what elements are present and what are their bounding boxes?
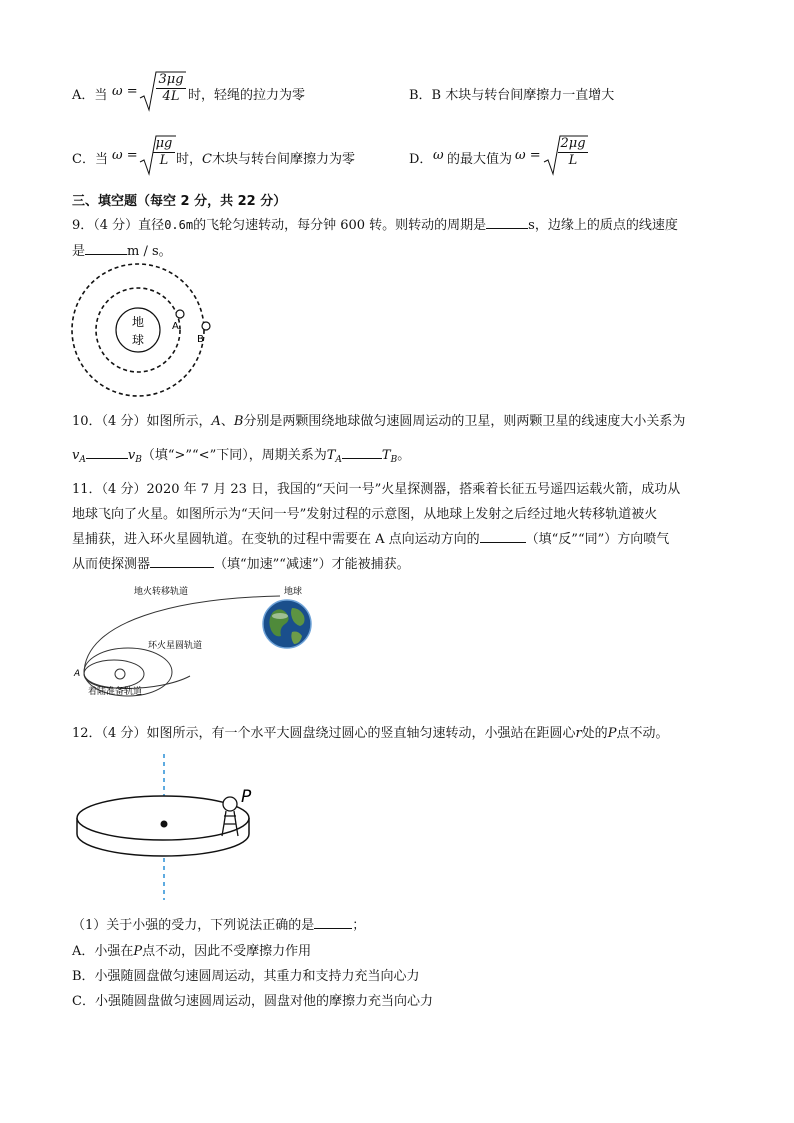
- q9-text-e: 是: [72, 244, 86, 259]
- q10-text-c: 、: [220, 414, 234, 429]
- rotating-disk-figure: [74, 752, 264, 902]
- transfer-orbit: [84, 596, 280, 674]
- q11-line2: 地球飞向了火星。如图所示为“天问一号”发射过程的示意图，从地球上发射之后经过地火转移轨道被火: [72, 507, 658, 522]
- q12-var-p: P: [607, 726, 617, 741]
- q10-v-b-sub: B: [135, 455, 142, 465]
- q10-var-b: B: [233, 414, 244, 429]
- option-d-denominator: L: [568, 153, 578, 168]
- q12-1-stem-text: （1）关于小强的受力，下列说法正确的是: [72, 918, 315, 933]
- q10-text-a: 10．（4 分）如图所示，: [72, 414, 212, 429]
- landing-label: 着陆准备轨道: [88, 687, 143, 697]
- earth-char-1: 地: [131, 315, 145, 329]
- q12-text-c: 点不动。: [616, 726, 669, 741]
- q9-blank-velocity[interactable]: [85, 242, 127, 255]
- q10-var-a: A: [211, 414, 221, 429]
- option-a-omega: ω =: [112, 84, 138, 99]
- q10-text-mid: （填“>”“<”下同），周期关系为: [141, 448, 327, 463]
- q12-1-option-a-var: P: [133, 944, 143, 959]
- option-c-var: C: [202, 152, 212, 167]
- option-d-text: 的最大值为: [447, 152, 513, 167]
- q12-text-b: 处的: [581, 726, 608, 741]
- q10-line1: [72, 410, 685, 429]
- outer-orbit: [72, 264, 204, 396]
- q11-blank-speed[interactable]: [150, 555, 214, 568]
- satellite-b: [202, 322, 210, 330]
- q10-line2: [72, 444, 410, 465]
- q12-1-stem: [72, 914, 365, 933]
- q11-text-3b: （填“反”“同”）方向喷气: [525, 532, 670, 547]
- q10-t-b: T: [381, 448, 391, 463]
- q11-blank-direction[interactable]: [480, 530, 526, 543]
- q10-t-b-sub: B: [390, 455, 398, 465]
- satellite-a-label: A: [172, 321, 179, 332]
- option-d-fraction: [558, 136, 588, 169]
- option-d-label: D．: [409, 152, 433, 167]
- q10-v-a: v: [72, 448, 80, 463]
- mars-planet: [115, 669, 125, 679]
- orbits-figure: [70, 262, 230, 402]
- option-c-text: [176, 148, 355, 167]
- q12-text-a: 12．（4 分）如图所示，有一个水平大圆盘绕过圆心的竖直轴匀速转动，小强站在距圆心: [72, 726, 576, 741]
- q11-text-3a: 星捕获，进入环火星圆轨道。在变轨的过程中需要在 A 点向运动方向的: [72, 532, 480, 547]
- option-c-fraction: [153, 136, 175, 169]
- q12-1-option-a-text: A．小强在: [72, 944, 134, 959]
- q11-text-4a: 从而使探测器: [72, 557, 151, 572]
- q11-line1: 11．（4 分）2020 年 7 月 23 日，我国的“天问一号”火星探测器，搭乘着长征五号遥四运载火箭，成功从: [72, 482, 681, 497]
- q9-line1: [72, 214, 678, 233]
- option-d-numerator: 2μg: [558, 136, 588, 153]
- option-c-label: C．当: [72, 152, 108, 167]
- q12-1-blank[interactable]: [314, 916, 352, 929]
- mars-orbit-figure: [70, 580, 330, 700]
- earth-label: 地球: [284, 587, 303, 597]
- q10-text-end: 。: [397, 448, 411, 463]
- option-c-omega: ω =: [112, 148, 138, 163]
- satellite-a: [176, 310, 184, 318]
- q12-1-option-b: B．小强随圆盘做匀速圆周运动，其重力和支持力充当向心力: [72, 969, 420, 984]
- q12-1-option-a: [72, 940, 311, 959]
- q9-text-c: 的飞轮匀速转动，每分钟 600 转。则转动的周期是: [193, 218, 487, 233]
- disk-center: [161, 821, 168, 828]
- q10-t-a: T: [326, 448, 336, 463]
- inner-orbit: [96, 288, 180, 372]
- q12-1-stem-end: ；: [352, 918, 366, 933]
- q10-t-a-sub: A: [335, 455, 342, 465]
- q12-var-r: r: [575, 726, 582, 741]
- earth-globe-icon: [263, 600, 311, 648]
- point-p-label: P: [241, 787, 252, 807]
- option-a-denominator: 4L: [162, 89, 180, 104]
- q10-text-e: 分别是两颗围绕地球做匀速圆周运动的卫星，则两颗卫星的线速度大小关系为: [243, 414, 686, 429]
- q10-blank-velocity[interactable]: [86, 446, 128, 459]
- earth-char-2: 球: [131, 333, 145, 347]
- option-c-text-post: 木块与转台间摩擦力为零: [211, 152, 355, 167]
- option-d-omega-eq: ω =: [515, 148, 541, 163]
- q12-1-option-c: C．小强随圆盘做匀速圆周运动，圆盘对他的摩擦力充当向心力: [72, 994, 433, 1009]
- satellite-b-label: B: [197, 334, 204, 345]
- q11-text-4b: （填“加速”“减速”）才能被捕获。: [214, 557, 410, 572]
- point-a-label: A: [74, 669, 81, 679]
- q10-v-a-sub: A: [79, 455, 86, 465]
- q10-v-b: v: [127, 448, 136, 463]
- landing-orbit: [84, 660, 144, 688]
- q10-blank-period[interactable]: [342, 446, 382, 459]
- option-b-text: B．B 木块与转台间摩擦力一直增大: [409, 88, 615, 103]
- circular-label: 环火星圆轨道: [148, 641, 203, 651]
- q9-text-d: s，边缘上的质点的线速度: [528, 218, 678, 233]
- q11-line4: [72, 553, 410, 572]
- q9-blank-period[interactable]: [486, 216, 528, 229]
- option-c-numerator: μg: [153, 136, 175, 153]
- q9-line2: [72, 240, 172, 259]
- option-d-omega: ω: [433, 148, 444, 163]
- q9-text-a: 9．（4 分）直径: [72, 218, 165, 233]
- q9-text-f: m / s。: [127, 244, 172, 259]
- option-c-denominator: L: [159, 153, 169, 168]
- option-c-text-pre: 时，: [176, 152, 203, 167]
- option-a-label: A．当: [72, 88, 108, 103]
- q12-1-option-a-rest: 点不动，因此不受摩擦力作用: [142, 944, 312, 959]
- option-a-text: 时，轻绳的拉力为零: [188, 88, 306, 103]
- q11-line3: [72, 528, 669, 547]
- option-a-fraction: [156, 72, 186, 105]
- section-title: 三、填空题（每空 2 分，共 22 分）: [72, 194, 287, 209]
- q12-line1: [72, 722, 668, 741]
- transfer-label: 地火转移轨道: [134, 587, 189, 597]
- option-a-numerator: 3μg: [156, 72, 186, 89]
- q9-diameter: 0.6m: [164, 218, 194, 232]
